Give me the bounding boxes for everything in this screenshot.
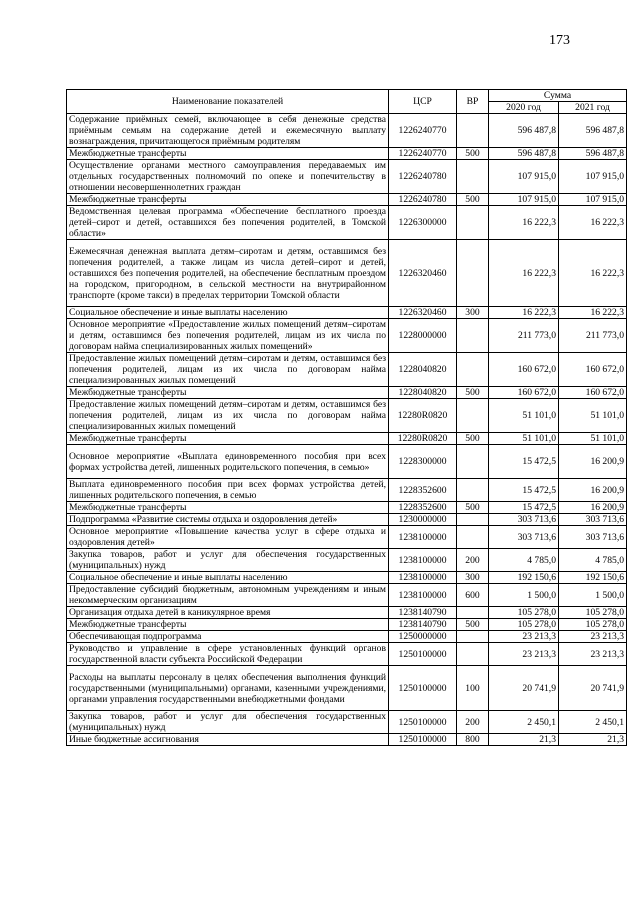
table-row (67, 584, 627, 607)
cell-2021: 16 200,9 (559, 502, 627, 514)
cell-2020: 107 915,0 (489, 194, 559, 206)
cell-csr: 1250000000 (389, 631, 457, 643)
cell-vr (457, 479, 489, 502)
cell-vr: 500 (457, 433, 489, 445)
cell-vr: 500 (457, 502, 489, 514)
cell-vr (457, 607, 489, 619)
cell-2020: 160 672,0 (489, 353, 559, 387)
cell-name: Межбюджетные трансферты (67, 619, 389, 631)
cell-2021: 596 487,8 (559, 148, 627, 160)
cell-name: Закупка товаров, работ и услуг для обеспечения государственных (муниципальных) нужд (67, 711, 389, 734)
table-row (67, 619, 627, 631)
cell-2020: 15 472,5 (489, 479, 559, 502)
cell-2020: 20 741,9 (489, 666, 559, 711)
cell-2020: 596 487,8 (489, 114, 559, 148)
cell-csr: 1228352600 (389, 479, 457, 502)
table-row (67, 240, 627, 307)
cell-name: Межбюджетные трансферты (67, 387, 389, 399)
cell-2020: 16 222,3 (489, 307, 559, 319)
cell-2020: 1 500,0 (489, 584, 559, 607)
cell-2021: 160 672,0 (559, 353, 627, 387)
table-row (67, 445, 627, 479)
cell-name: Социальное обеспечение и иные выплаты населению (67, 307, 389, 319)
cell-vr (457, 240, 489, 307)
table-row (67, 734, 627, 746)
cell-2020: 51 101,0 (489, 433, 559, 445)
cell-2020: 211 773,0 (489, 319, 559, 353)
cell-vr: 600 (457, 584, 489, 607)
header-name: Наименование показателей (67, 90, 389, 114)
table-row (67, 711, 627, 734)
cell-2021: 107 915,0 (559, 160, 627, 194)
cell-2020: 596 487,8 (489, 148, 559, 160)
cell-2021: 160 672,0 (559, 387, 627, 399)
cell-name: Основное мероприятие «Предоставление жилых помещений детям–сиротам и детям, оставшимся без попечения родителей, лицам из их числа по договорам найма специализированных жилых помещений» (67, 319, 389, 353)
cell-2021: 303 713,6 (559, 514, 627, 526)
cell-2021: 1 500,0 (559, 584, 627, 607)
cell-csr: 1238140790 (389, 607, 457, 619)
cell-2020: 160 672,0 (489, 387, 559, 399)
cell-2020: 105 278,0 (489, 607, 559, 619)
table-row (67, 319, 627, 353)
cell-vr (457, 160, 489, 194)
cell-2021: 4 785,0 (559, 549, 627, 572)
table-row (67, 502, 627, 514)
cell-name: Предоставление жилых помещений детям–сиротам и детям, оставшимся без попечения родителей, лицам из их числа по договорам найма специализированных жилых помещений (67, 353, 389, 387)
cell-name: Межбюджетные трансферты (67, 502, 389, 514)
cell-csr: 1226320460 (389, 240, 457, 307)
cell-csr: 1238100000 (389, 549, 457, 572)
cell-2021: 105 278,0 (559, 619, 627, 631)
cell-csr: 1226240780 (389, 194, 457, 206)
cell-vr: 500 (457, 619, 489, 631)
cell-vr (457, 631, 489, 643)
cell-2021: 192 150,6 (559, 572, 627, 584)
table-row (67, 194, 627, 206)
cell-csr: 1228040820 (389, 387, 457, 399)
cell-2021: 51 101,0 (559, 433, 627, 445)
header-vr: ВР (457, 90, 489, 114)
cell-name: Осуществление органами местного самоуправления передаваемых им отдельных государственных полномочий по опеке и попечительству в отношении несовершеннолетних граждан (67, 160, 389, 194)
cell-csr: 1228300000 (389, 445, 457, 479)
cell-2020: 51 101,0 (489, 399, 559, 433)
cell-2021: 21,3 (559, 734, 627, 746)
header-2020: 2020 год (489, 102, 559, 114)
table-row (67, 631, 627, 643)
cell-csr: 1238100000 (389, 526, 457, 549)
cell-2021: 16 222,3 (559, 307, 627, 319)
cell-vr (457, 206, 489, 240)
table-row (67, 114, 627, 148)
cell-csr: 1226240780 (389, 160, 457, 194)
table-row (67, 666, 627, 711)
cell-2021: 2 450,1 (559, 711, 627, 734)
header-sum: Сумма (489, 90, 627, 102)
cell-csr: 1238100000 (389, 572, 457, 584)
cell-name: Ежемесячная денежная выплата детям–сиротам и детям, оставшимся без попечения родителей, а также лицам из числа детей–сирот и детей, оставшихся без попечения родителей, на обеспечение бесплатным проездом на городском, пригородном, в сельской местности на внутрирайонном транспорте (кроме такси) в пределах территории Томской области (67, 240, 389, 307)
cell-name: Иные бюджетные ассигнования (67, 734, 389, 746)
cell-2020: 303 713,6 (489, 526, 559, 549)
cell-2021: 303 713,6 (559, 526, 627, 549)
budget-table (66, 89, 627, 746)
cell-name: Обеспечивающая подпрограмма (67, 631, 389, 643)
table-row (67, 399, 627, 433)
cell-name: Основное мероприятие «Выплата единовременного пособия при всех формах устройства детей, лишенных родительского попечения, в семью» (67, 445, 389, 479)
cell-csr: 1226320460 (389, 307, 457, 319)
cell-vr: 300 (457, 307, 489, 319)
cell-vr: 300 (457, 572, 489, 584)
cell-2020: 303 713,6 (489, 514, 559, 526)
cell-2021: 20 741,9 (559, 666, 627, 711)
cell-csr: 1250100000 (389, 711, 457, 734)
table-row (67, 549, 627, 572)
cell-vr (457, 319, 489, 353)
cell-name: Расходы на выплаты персоналу в целях обеспечения выполнения функций государственными (муниципальными) органами, казенными учреждениями, органами управления государственными внебюджетными фондами (67, 666, 389, 711)
cell-csr: 1228000000 (389, 319, 457, 353)
table-body (67, 114, 627, 746)
cell-vr (457, 514, 489, 526)
cell-name: Выплата единовременного пособия при всех формах устройства детей, лишенных родительского попечения, в семью (67, 479, 389, 502)
cell-csr: 12280R0820 (389, 399, 457, 433)
cell-csr: 1250100000 (389, 734, 457, 746)
cell-2021: 23 213,3 (559, 631, 627, 643)
cell-2021: 16 222,3 (559, 206, 627, 240)
table-row (67, 353, 627, 387)
cell-2021: 596 487,8 (559, 114, 627, 148)
cell-2021: 16 200,9 (559, 445, 627, 479)
table-row (67, 514, 627, 526)
cell-vr: 500 (457, 194, 489, 206)
cell-2021: 105 278,0 (559, 607, 627, 619)
table-row (67, 643, 627, 666)
table-row (67, 160, 627, 194)
cell-name: Предоставление жилых помещений детям–сиротам и детям, оставшимся без попечения родителей, лицам из их числа по договорам найма специализированных жилых помещений (67, 399, 389, 433)
cell-2020: 2 450,1 (489, 711, 559, 734)
cell-vr: 200 (457, 711, 489, 734)
cell-name: Руководство и управление в сфере установленных функций органов государственной власти субъекта Российской Федерации (67, 643, 389, 666)
cell-2020: 23 213,3 (489, 631, 559, 643)
cell-csr: 1226300000 (389, 206, 457, 240)
cell-name: Основное мероприятие «Повышение качества услуг в сфере отдыха и оздоровления детей» (67, 526, 389, 549)
cell-name: Межбюджетные трансферты (67, 148, 389, 160)
cell-name: Социальное обеспечение и иные выплаты населению (67, 572, 389, 584)
table-row (67, 148, 627, 160)
cell-csr: 1226240770 (389, 114, 457, 148)
cell-2021: 211 773,0 (559, 319, 627, 353)
cell-csr: 12280R0820 (389, 433, 457, 445)
cell-2021: 23 213,3 (559, 643, 627, 666)
cell-2020: 4 785,0 (489, 549, 559, 572)
table-row (67, 526, 627, 549)
cell-vr: 500 (457, 387, 489, 399)
cell-name: Организация отдыха детей в каникулярное время (67, 607, 389, 619)
header-csr: ЦСР (389, 90, 457, 114)
cell-name: Ведомственная целевая программа «Обеспечение бесплатного проезда детей–сирот и детей, оставшихся без попечения родителей, в Томской области» (67, 206, 389, 240)
cell-csr: 1228040820 (389, 353, 457, 387)
cell-vr: 200 (457, 549, 489, 572)
cell-vr (457, 643, 489, 666)
cell-2021: 51 101,0 (559, 399, 627, 433)
cell-vr: 500 (457, 148, 489, 160)
cell-vr (457, 353, 489, 387)
cell-csr: 1226240770 (389, 148, 457, 160)
cell-2020: 192 150,6 (489, 572, 559, 584)
cell-vr (457, 526, 489, 549)
cell-csr: 1230000000 (389, 514, 457, 526)
cell-name: Содержание приёмных семей, включающее в себя денежные средства приёмным семьям на содержание детей и ежемесячную выплату вознаграждения, причитающегося приёмным родителям (67, 114, 389, 148)
cell-2020: 16 222,3 (489, 206, 559, 240)
cell-vr: 800 (457, 734, 489, 746)
table-row (67, 307, 627, 319)
cell-csr: 1238100000 (389, 584, 457, 607)
cell-name: Подпрограмма «Развитие системы отдыха и оздоровления детей» (67, 514, 389, 526)
cell-2021: 16 222,3 (559, 240, 627, 307)
cell-name: Закупка товаров, работ и услуг для обеспечения государственных (муниципальных) нужд (67, 549, 389, 572)
table-row (67, 433, 627, 445)
cell-csr: 1250100000 (389, 643, 457, 666)
cell-name: Предоставление субсидий бюджетным, автономным учреждениям и иным некоммерческим организациям (67, 584, 389, 607)
table-row (67, 479, 627, 502)
cell-vr: 100 (457, 666, 489, 711)
cell-2021: 107 915,0 (559, 194, 627, 206)
cell-name: Межбюджетные трансферты (67, 433, 389, 445)
table-row (67, 572, 627, 584)
cell-csr: 1250100000 (389, 666, 457, 711)
cell-vr (457, 114, 489, 148)
cell-csr: 1238140790 (389, 619, 457, 631)
table-row (67, 206, 627, 240)
cell-name: Межбюджетные трансферты (67, 194, 389, 206)
cell-vr (457, 399, 489, 433)
cell-2020: 107 915,0 (489, 160, 559, 194)
cell-2020: 16 222,3 (489, 240, 559, 307)
cell-2020: 15 472,5 (489, 445, 559, 479)
cell-csr: 1228352600 (389, 502, 457, 514)
cell-2020: 23 213,3 (489, 643, 559, 666)
table-row (67, 387, 627, 399)
cell-2020: 21,3 (489, 734, 559, 746)
cell-2020: 105 278,0 (489, 619, 559, 631)
page-number: 173 (549, 33, 570, 48)
header-2021: 2021 год (559, 102, 627, 114)
cell-2020: 15 472,5 (489, 502, 559, 514)
cell-2021: 16 200,9 (559, 479, 627, 502)
cell-vr (457, 445, 489, 479)
table-row (67, 607, 627, 619)
